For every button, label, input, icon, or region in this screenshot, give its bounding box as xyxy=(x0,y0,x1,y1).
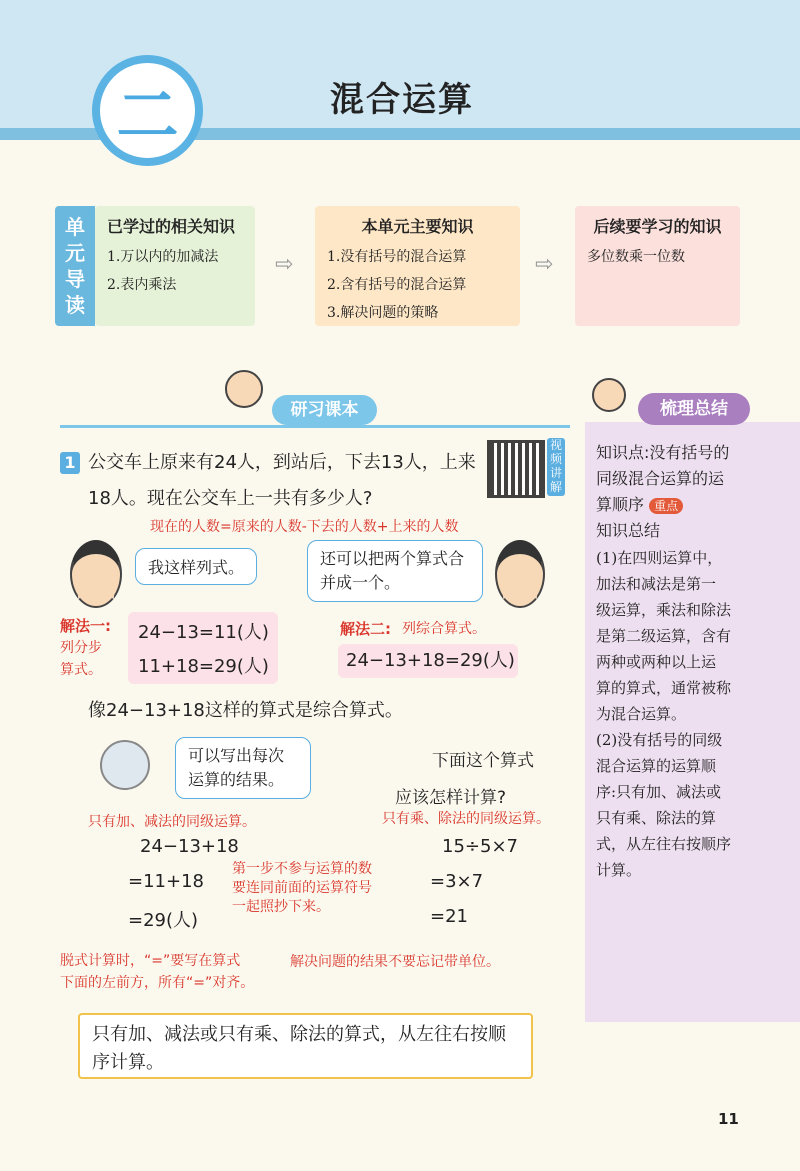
note-step-line: 第一步不参与运算的数 xyxy=(232,861,372,877)
chapter-number-badge xyxy=(92,55,203,166)
note-add-sub: 只有加、减法的同级运算。 xyxy=(88,814,256,830)
main-item: 1.没有括号的混合运算 xyxy=(327,249,467,265)
guide-tab-char: 元 xyxy=(65,241,85,265)
left-calc-line: 24−13+18 xyxy=(140,836,239,857)
next-knowledge-box xyxy=(575,206,740,326)
next-title: 后续要学习的知识 xyxy=(593,217,722,236)
note-step-line: 要连同前面的运算符号 xyxy=(232,880,372,896)
question-right-2: 应该怎样计算? xyxy=(395,788,507,808)
review-line: 只有乘、除法的算 xyxy=(596,809,717,827)
left-calc-line: =29(人) xyxy=(128,910,199,931)
learned-knowledge-box xyxy=(95,206,255,326)
problem-text-line1: 公交车上原来有24人，到站后，下去13人，上来 xyxy=(88,452,476,473)
problem-number: 1 xyxy=(60,452,80,474)
video-label[interactable]: 视频讲解 xyxy=(547,438,565,496)
main-item: 3.解决问题的策略 xyxy=(327,305,439,321)
review-lines xyxy=(596,545,791,883)
note-unit: 解决问题的结果不要忘记带单位。 xyxy=(290,954,500,970)
review-line: 式，从左往右按顺序 xyxy=(596,835,732,853)
method1-eq1: 24−13=11(人) xyxy=(138,622,269,643)
review-line: (1)在四则运算中， xyxy=(596,549,723,567)
kp-line: 知识点:没有括号的 xyxy=(596,443,730,462)
note-mul-div: 只有乘、除法的同级运算。 xyxy=(382,811,550,827)
note-align-line: 下面的左前方，所有“=”对齐。 xyxy=(60,975,255,991)
main-knowledge-box xyxy=(315,206,520,326)
page-number: 11 xyxy=(718,1110,739,1128)
right-calc-line: 15÷5×7 xyxy=(442,836,518,857)
note-step-line: 一起照抄下来。 xyxy=(232,899,330,915)
question-right-1: 下面这个算式 xyxy=(432,751,534,771)
method1-label: 解法一: xyxy=(60,617,111,635)
review-line: 级运算，乘法和除法 xyxy=(596,601,732,619)
robot-icon xyxy=(100,740,150,790)
review-line: 计算。 xyxy=(596,861,642,879)
problem-text-line2: 18人。现在公交车上一共有多少人? xyxy=(88,488,373,509)
key-point-badge: 重点 xyxy=(649,498,683,514)
review-line: 混合运算的运算顺 xyxy=(596,757,717,775)
section-review-heading: 梳理总结 xyxy=(638,393,750,425)
review-line: 序:只有加、减法或 xyxy=(596,783,722,801)
method1-eq2: 11+18=29(人) xyxy=(138,656,269,677)
girl-speech-bubble: 我这样列式。 xyxy=(135,548,257,585)
method2-eq: 24−13+18=29(人) xyxy=(338,644,518,678)
boy-magnifier-icon xyxy=(592,378,626,412)
review-line: 加法和减法是第一 xyxy=(596,575,717,593)
chapter-title: 混合运算 xyxy=(330,80,474,120)
boy-reading-icon xyxy=(225,370,263,408)
method1-note: 列分步算式。 xyxy=(60,640,102,678)
learned-item: 1.万以内的加减法 xyxy=(107,249,219,265)
girl-avatar xyxy=(70,540,122,608)
arrow-right-icon: ⇨ xyxy=(275,252,294,277)
kp-line: 算顺序 xyxy=(596,495,645,514)
review-line: 算的算式，通常被称 xyxy=(596,679,732,697)
arrow-right-icon: ⇨ xyxy=(535,252,554,277)
robot-speech-bubble: 可以写出每次运算的结果。 xyxy=(175,737,311,799)
main-title: 本单元主要知识 xyxy=(361,217,474,236)
chapter-number: 二 xyxy=(116,79,179,152)
right-calc-line: =3×7 xyxy=(430,871,484,892)
summary-title: 知识总结 xyxy=(596,521,661,540)
statement-text: 像24−13+18这样的算式是综合算式。 xyxy=(88,700,403,721)
left-calc-line: =11+18 xyxy=(128,871,204,892)
note-step xyxy=(232,860,372,917)
method2-label: 解法二: xyxy=(340,620,391,638)
note-align xyxy=(60,950,254,994)
learned-title: 已学过的相关知识 xyxy=(107,217,236,236)
summary-box xyxy=(78,1013,533,1079)
right-calc-line: =21 xyxy=(430,906,468,927)
review-line: 为混合运算。 xyxy=(596,705,687,723)
method2-note: 列综合算式。 xyxy=(402,621,486,637)
guide-tab-char: 读 xyxy=(65,293,85,317)
learned-item: 2.表内乘法 xyxy=(107,277,177,293)
knowledge-point xyxy=(596,440,796,544)
section-study-heading: 研习课本 xyxy=(272,395,377,425)
next-item: 多位数乘一位数 xyxy=(587,249,685,265)
review-line: 两种或两种以上运 xyxy=(596,653,717,671)
guide-tab-char: 导 xyxy=(65,267,85,291)
review-line: 是第二级运算，含有 xyxy=(596,627,732,645)
summary-line: 序计算。 xyxy=(92,1052,164,1073)
unit-guide-tab xyxy=(55,206,95,326)
summary-line: 只有加、减法或只有乘、除法的算式，从左往右按顺 xyxy=(92,1024,506,1045)
guide-tab-char: 单 xyxy=(65,215,85,239)
method1-box xyxy=(128,612,278,684)
kp-line: 同级混合运算的运 xyxy=(596,469,725,488)
section-divider xyxy=(60,425,570,428)
qr-code-icon[interactable] xyxy=(487,440,545,498)
hint-text: 现在的人数=原来的人数-下去的人数+上来的人数 xyxy=(150,519,459,535)
review-line: (2)没有括号的同级 xyxy=(596,731,723,749)
boy-avatar xyxy=(495,540,545,608)
boy-speech-bubble: 还可以把两个算式合并成一个。 xyxy=(307,540,483,602)
main-item: 2.含有括号的混合运算 xyxy=(327,277,467,293)
note-align-line: 脱式计算时，“=”要写在算式 xyxy=(60,953,241,969)
